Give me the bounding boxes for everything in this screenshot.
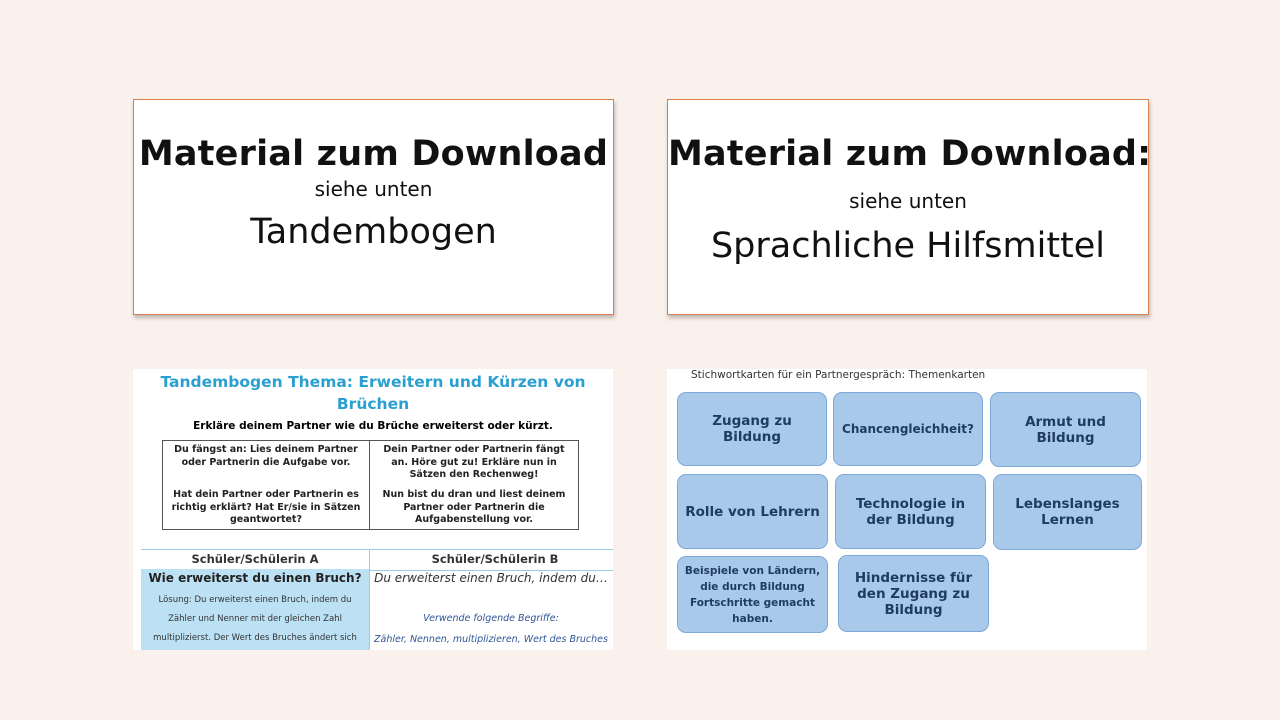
card-material-name: Sprachliche Hilfsmittel xyxy=(710,226,1106,266)
column-b-header: Schüler/Schülerin B xyxy=(431,552,559,566)
stichwortkarten-preview-image xyxy=(667,369,1147,650)
topic-card: Zugang zu Bildung xyxy=(677,392,827,466)
cell-b-top: Dein Partner oder Partnerin fängt an. Höre gut zu! Erkläre nun in Sätzen den Rechenweg! xyxy=(383,444,565,480)
topic-card: Beispiele von Ländern, die durch Bildung Fortschritte gemacht haben. xyxy=(677,556,828,633)
download-card-tandembogen[interactable] xyxy=(133,99,614,315)
card-subtitle: siehe unten xyxy=(849,189,967,213)
column-a-header: Schüler/Schülerin A xyxy=(191,552,319,566)
card-material-name: Tandembogen xyxy=(250,212,497,252)
topic-card: Chancengleichheit? xyxy=(833,392,983,466)
topic-card: Technologie in der Bildung xyxy=(835,474,986,549)
tandembogen-preview-image xyxy=(133,369,613,650)
student-a-box xyxy=(141,569,369,650)
columns-header xyxy=(141,549,613,571)
topic-card: Rolle von Lehrern xyxy=(677,474,828,549)
topic-card: Hindernisse für den Zugang zu Bildung xyxy=(838,555,989,632)
solution-a: Lösung: Du erweiterst einen Bruch, indem du Zähler und Nenner mit der gleichen Zahl multiplizierst. Der Wert des Bruches ändert sich xyxy=(153,595,357,643)
stichwortkarten-title: Stichwortkarten für ein Partnergespräch: Themenkarten xyxy=(691,369,986,381)
cell-a-top: Du fängst an: Lies deinem Partner oder Partnerin die Aufgabe vor. xyxy=(174,444,358,468)
topic-card: Armut und Bildung xyxy=(990,392,1141,467)
terms-b: Zähler, Nennen, multiplizieren, Wert des Bruches xyxy=(374,634,608,645)
download-card-hilfsmittel[interactable] xyxy=(667,99,1152,315)
topic-card: Lebenslanges Lernen xyxy=(993,474,1142,550)
table-divider xyxy=(369,441,370,529)
instruction-table xyxy=(162,440,579,530)
question-a: Wie erweiterst du einen Bruch? xyxy=(148,571,362,585)
card-subtitle: siehe unten xyxy=(314,177,433,201)
cell-b-bottom: Nun bist du dran und liest deinem Partner oder Partnerin die Aufgabenstellung vor. xyxy=(382,489,566,525)
tandembogen-title: Tandembogen Thema: Erweitern und Kürzen von Brüchen xyxy=(160,373,586,413)
cell-a-bottom: Hat dein Partner oder Partnerin es richtig erklärt? Hat Er/sie in Sätzen geantwortet? xyxy=(171,489,361,525)
tandembogen-instruction: Erkläre deinem Partner wie du Brüche erweiterst oder kürzt. xyxy=(193,420,553,432)
card-title: Material zum Download xyxy=(138,134,609,174)
prompt-b: Du erweiterst einen Bruch, indem du… xyxy=(374,571,608,585)
hint-b: Verwende folgende Begriffe: xyxy=(423,613,559,624)
card-title: Material zum Download: xyxy=(668,134,1152,174)
